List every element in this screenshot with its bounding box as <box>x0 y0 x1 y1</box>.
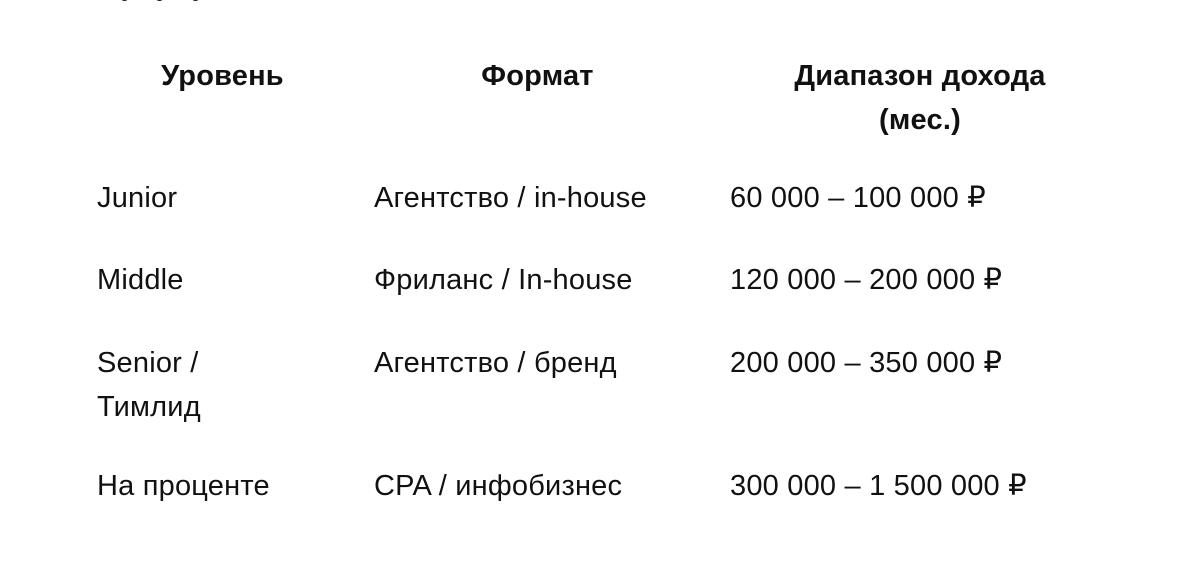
header-format: Формат <box>481 60 594 92</box>
row-middle-level: Middle <box>97 264 184 296</box>
row-senior-level <box>97 341 297 429</box>
row-senior-level-line1: Senior / <box>97 347 199 379</box>
row-percent-format: CPA / инфобизнес <box>374 470 623 502</box>
row-senior-level-line2: Тимлид <box>97 391 201 423</box>
header-income-line2: (мес.) <box>879 104 961 136</box>
row-junior-level: Junior <box>97 182 178 214</box>
header-income-line1: Диапазон дохода <box>794 60 1046 92</box>
header-level: Уровень <box>161 60 284 92</box>
row-middle-income: 120 000 – 200 000 ₽ <box>730 264 1003 296</box>
row-senior-income: 200 000 – 350 000 ₽ <box>730 347 1003 379</box>
header-income-range <box>770 54 1070 142</box>
row-middle-format: Фриланс / In-house <box>374 264 633 296</box>
row-junior-format: Агентство / in-house <box>374 182 647 214</box>
row-senior-format: Агентство / бренд <box>374 347 617 379</box>
row-percent-level: На проценте <box>97 470 270 502</box>
row-junior-income: 60 000 – 100 000 ₽ <box>730 182 986 214</box>
row-percent-income: 300 000 – 1 500 000 ₽ <box>730 470 1027 502</box>
